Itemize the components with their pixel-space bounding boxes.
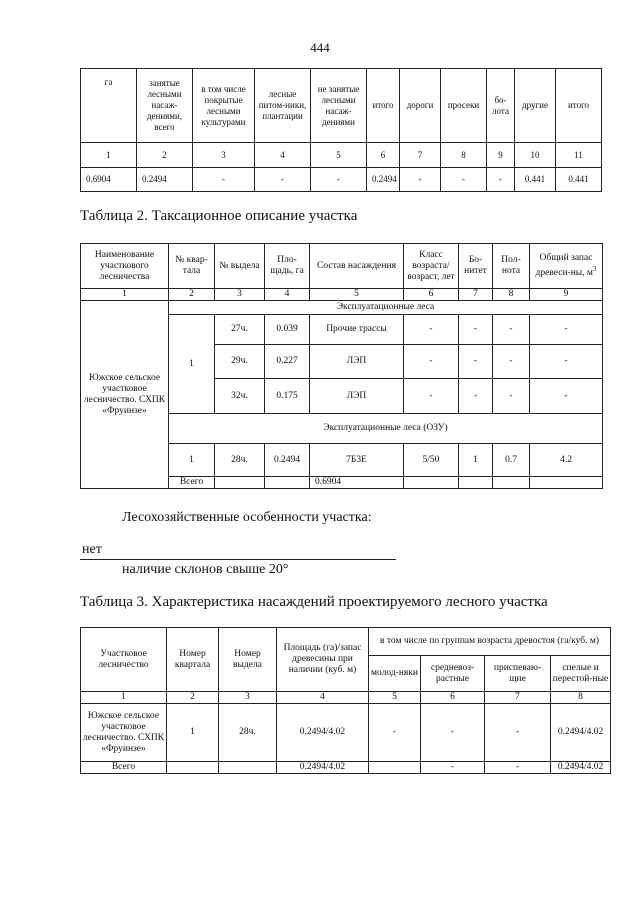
value-cell: 0.2494 (265, 444, 310, 477)
taxation-table (80, 243, 603, 489)
value-cell (369, 762, 421, 774)
forestry-name-cell: Южское сельское участковое лесничество. СХПК «Фруинзе» (81, 301, 169, 489)
number-cell: 4 (277, 692, 369, 704)
page-number: 444 (310, 40, 330, 55)
value-cell: - (530, 379, 603, 414)
value-cell: - (487, 168, 515, 192)
header-cell: молод-няки (369, 656, 421, 692)
section-row (81, 301, 603, 315)
header-cell: в том числе покрытые лесными культурами (193, 69, 255, 143)
value-cell: - (404, 379, 459, 414)
value-cell: 28ч. (215, 444, 265, 477)
header-cell: Номер квартала (167, 628, 219, 692)
value-cell: Прочие трассы (310, 315, 404, 345)
header-cell: просеки (441, 69, 487, 143)
value-cell: 1 (459, 444, 493, 477)
value-cell: 27ч. (215, 315, 265, 345)
table-row (81, 692, 611, 704)
value-cell: 0.175 (265, 379, 310, 414)
number-cell: 1 (81, 143, 137, 168)
header-cell (530, 244, 603, 289)
value-cell: - (493, 315, 530, 345)
section-label: Эксплуатационные леса (ОЗУ) (169, 414, 603, 444)
number-cell: 7 (400, 143, 441, 168)
header-cell: Состав насаждения (310, 244, 404, 289)
value-cell (493, 477, 530, 489)
value-cell: - (493, 345, 530, 379)
header-cell: Класс возраста/ возраст, лет (404, 244, 459, 289)
value-cell: - (459, 345, 493, 379)
value-cell: - (485, 704, 551, 762)
value-cell: 0.441 (556, 168, 602, 192)
table3-caption: Таблица 3. Характеристика насаждений проектируемого лесного участка (80, 594, 548, 610)
value-cell: 0.227 (265, 345, 310, 379)
header-cell: № квар-тала (169, 244, 215, 289)
header-cell: спелые и перестой-ные (551, 656, 611, 692)
features-value: нет (82, 542, 102, 557)
land-table (80, 68, 602, 192)
total-row (81, 762, 611, 774)
number-cell: 6 (421, 692, 485, 704)
header-cell: Наименование участкового лесничества (81, 244, 169, 289)
value-cell: 0.039 (265, 315, 310, 345)
number-cell: 10 (515, 143, 556, 168)
value-cell: 0.2494/4.02 (551, 762, 611, 774)
value-cell: - (193, 168, 255, 192)
value-cell: 1 (169, 444, 215, 477)
table-header-row (81, 69, 602, 143)
value-cell (530, 477, 603, 489)
value-cell: 28ч. (219, 704, 277, 762)
total-label: Всего (169, 477, 215, 489)
header-cell: Площадь (га)/запас древесины при наличии (куб. м) (277, 628, 369, 692)
number-cell: 9 (530, 289, 603, 301)
header-cell: Номер выдела (219, 628, 277, 692)
table2-caption: Таблица 2. Таксационное описание участка (80, 208, 358, 224)
value-cell: 0.2494 (367, 168, 400, 192)
value-cell: - (459, 315, 493, 345)
header-cell: га (81, 69, 137, 143)
header-cell: занятые лесными насаж-дениями, всего (137, 69, 193, 143)
table-header-row (81, 628, 611, 656)
number-cell: 8 (551, 692, 611, 704)
value-cell: 29ч. (215, 345, 265, 379)
header-cell: № выдела (215, 244, 265, 289)
header-cell: Пол-нота (493, 244, 530, 289)
value-cell: ЛЭП (310, 345, 404, 379)
number-cell: 9 (487, 143, 515, 168)
value-cell: - (530, 315, 603, 345)
header-cell: бо-лота (487, 69, 515, 143)
number-cell: 6 (404, 289, 459, 301)
number-cell: 4 (265, 289, 310, 301)
value-cell: 0.441 (515, 168, 556, 192)
value-cell (167, 762, 219, 774)
table-header-row (81, 244, 603, 289)
number-cell: 5 (310, 289, 404, 301)
number-cell: 8 (493, 289, 530, 301)
value-cell: 32ч. (215, 379, 265, 414)
header-cell: дороги (400, 69, 441, 143)
number-cell: 4 (255, 143, 311, 168)
number-cell: 11 (556, 143, 602, 168)
value-cell: - (369, 704, 421, 762)
value-cell: 0.2494/4.02 (277, 762, 369, 774)
number-cell: 7 (459, 289, 493, 301)
value-cell: 7Б3Е (310, 444, 404, 477)
header-cell: не занятые лесными насаж-дениями (311, 69, 367, 143)
features-heading: Лесохозяйственные особенности участка: (122, 510, 372, 525)
table-row (81, 168, 602, 192)
underline-rule (80, 559, 396, 560)
value-cell: - (404, 345, 459, 379)
header-cell: Пло-щадь, га (265, 244, 310, 289)
value-cell: - (530, 345, 603, 379)
value-cell: - (441, 168, 487, 192)
stands-table (80, 627, 611, 774)
header-cell: средневоз-растные (421, 656, 485, 692)
number-cell: 3 (215, 289, 265, 301)
table-row (81, 704, 611, 762)
value-cell: 0.6904 (310, 477, 404, 489)
number-cell: 1 (81, 692, 167, 704)
number-cell: 5 (311, 143, 367, 168)
number-cell: 2 (137, 143, 193, 168)
number-cell: 3 (219, 692, 277, 704)
value-cell: 0.2494 (137, 168, 193, 192)
value-cell: - (311, 168, 367, 192)
number-cell: 1 (81, 289, 169, 301)
value-cell: - (493, 379, 530, 414)
value-cell (215, 477, 265, 489)
number-cell: 2 (169, 289, 215, 301)
value-cell: - (404, 315, 459, 345)
value-cell: - (485, 762, 551, 774)
number-cell: 5 (369, 692, 421, 704)
value-cell: - (459, 379, 493, 414)
header-cell: другие (515, 69, 556, 143)
value-cell: 5/50 (404, 444, 459, 477)
value-cell: 0.2494/4.02 (551, 704, 611, 762)
value-cell: - (421, 704, 485, 762)
header-cell: Бо-нитет (459, 244, 493, 289)
value-cell: 4.2 (530, 444, 603, 477)
value-cell: 0.7 (493, 444, 530, 477)
value-cell: 1 (167, 704, 219, 762)
table-row (81, 289, 603, 301)
value-cell: Южское сельское участковое лесничество. СХПК «Фруинзе» (81, 704, 167, 762)
header-text: Общий запас древеси-ны, м (535, 252, 593, 279)
value-cell: ЛЭП (310, 379, 404, 414)
section-label: Эксплуатационные леса (169, 301, 603, 315)
number-cell: 7 (485, 692, 551, 704)
value-cell (459, 477, 493, 489)
number-cell: 8 (441, 143, 487, 168)
header-cell: итого (556, 69, 602, 143)
superscript-3: 3 (592, 264, 597, 273)
header-cell: в том числе по группам возраста древостоя (га/куб. м) (369, 628, 611, 656)
number-cell: 2 (167, 692, 219, 704)
value-cell: - (421, 762, 485, 774)
number-cell: 6 (367, 143, 400, 168)
value-cell: 0.6904 (81, 168, 137, 192)
value-cell: - (400, 168, 441, 192)
slopes-text: наличие склонов свыше 20° (122, 562, 289, 577)
value-cell (404, 477, 459, 489)
header-cell: лесные питом-ники, плантации (255, 69, 311, 143)
value-cell (219, 762, 277, 774)
total-label: Всего (81, 762, 167, 774)
header-cell: итого (367, 69, 400, 143)
number-cell: 3 (193, 143, 255, 168)
value-cell: - (255, 168, 311, 192)
quarter-cell: 1 (169, 315, 215, 414)
value-cell (265, 477, 310, 489)
header-cell: приспеваю-щие (485, 656, 551, 692)
value-cell: 0.2494/4.02 (277, 704, 369, 762)
table-row (81, 143, 602, 168)
header-cell: Участковое лесничество (81, 628, 167, 692)
